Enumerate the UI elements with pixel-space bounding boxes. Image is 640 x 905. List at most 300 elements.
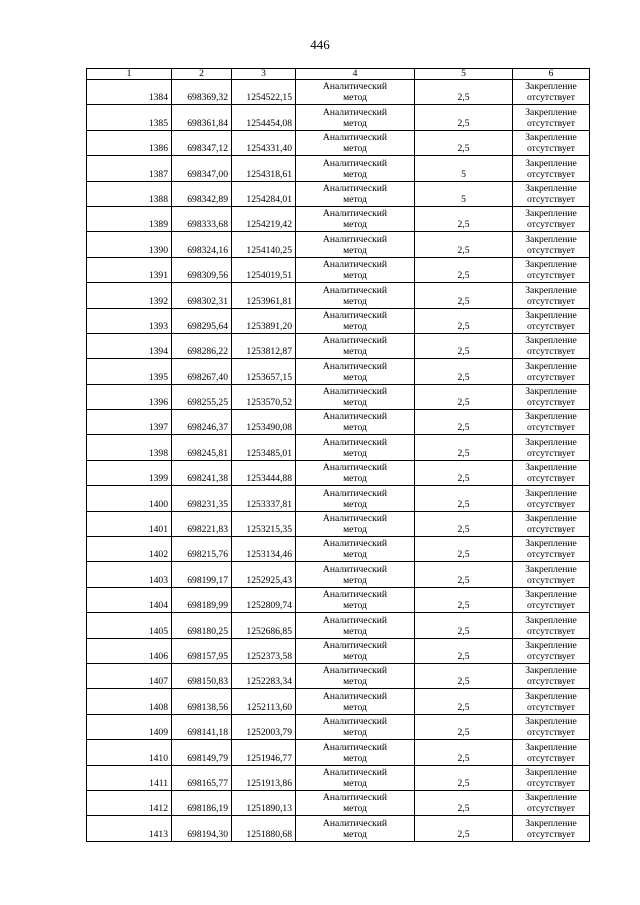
point-number-cell: 1391 (87, 257, 172, 282)
y-coordinate-cell: 1252003,79 (232, 714, 296, 739)
method-line-1: Аналитический (322, 766, 388, 778)
y-coordinate-cell: 1254454,08 (232, 105, 296, 130)
method-cell (296, 638, 415, 663)
x-coordinate-cell: 698369,32 (172, 80, 232, 105)
y-coordinate-cell: 1253337,81 (232, 486, 296, 511)
fixing-line-1: Закрепление (525, 309, 577, 321)
method-line-2: метод (343, 828, 367, 840)
fixing-line-2: отсутствует (527, 625, 575, 637)
fixing-line-1: Закрепление (525, 639, 577, 651)
fixing-line-2: отсутствует (527, 117, 575, 129)
fixing-line-2: отсутствует (527, 143, 575, 155)
table-row (87, 410, 590, 435)
x-coordinate-cell: 698245,81 (172, 435, 232, 460)
accuracy-cell: 2,5 (415, 638, 513, 663)
method-line-2: метод (343, 193, 367, 205)
column-header: 3 (232, 69, 296, 80)
fixing-cell (513, 283, 590, 308)
point-number-cell: 1396 (87, 384, 172, 409)
x-coordinate-cell: 698347,12 (172, 130, 232, 155)
method-line-1: Аналитический (322, 665, 388, 677)
fixing-line-1: Закрепление (525, 538, 577, 550)
table-row (87, 562, 590, 587)
x-coordinate-cell: 698267,40 (172, 359, 232, 384)
accuracy-cell: 2,5 (415, 333, 513, 358)
method-line-2: метод (343, 650, 367, 662)
x-coordinate-cell: 698180,25 (172, 613, 232, 638)
point-number-cell: 1387 (87, 156, 172, 181)
method-cell (296, 587, 415, 612)
method-line-1: Аналитический (322, 284, 388, 296)
method-cell (296, 816, 415, 841)
method-line-2: метод (343, 219, 367, 231)
method-line-1: Аналитический (322, 360, 388, 372)
fixing-cell (513, 460, 590, 485)
fixing-line-1: Закрепление (525, 411, 577, 423)
point-number-cell: 1409 (87, 714, 172, 739)
y-coordinate-cell: 1251946,77 (232, 740, 296, 765)
accuracy-cell: 2,5 (415, 359, 513, 384)
x-coordinate-cell: 698221,83 (172, 511, 232, 536)
point-number-cell: 1398 (87, 435, 172, 460)
point-number-cell: 1394 (87, 333, 172, 358)
fixing-line-2: отсутствует (527, 244, 575, 256)
x-coordinate-cell: 698361,84 (172, 105, 232, 130)
y-coordinate-cell: 1254140,25 (232, 232, 296, 257)
method-line-1: Аналитический (322, 335, 388, 347)
fixing-line-2: отсутствует (527, 676, 575, 688)
fixing-line-2: отсутствует (527, 828, 575, 840)
method-line-2: метод (343, 295, 367, 307)
method-line-1: Аналитический (322, 487, 388, 499)
x-coordinate-cell: 698246,37 (172, 410, 232, 435)
x-coordinate-cell: 698215,76 (172, 537, 232, 562)
method-line-2: метод (343, 447, 367, 459)
method-cell (296, 765, 415, 790)
table-row (87, 130, 590, 155)
point-number-cell: 1404 (87, 587, 172, 612)
point-number-cell: 1388 (87, 181, 172, 206)
method-cell (296, 435, 415, 460)
table-row (87, 181, 590, 206)
point-number-cell: 1386 (87, 130, 172, 155)
table-header-row (87, 69, 590, 80)
y-coordinate-cell: 1253485,01 (232, 435, 296, 460)
accuracy-cell: 2,5 (415, 790, 513, 815)
page-number: 446 (310, 37, 330, 52)
fixing-line-2: отсутствует (527, 422, 575, 434)
y-coordinate-cell: 1253812,87 (232, 333, 296, 358)
table-row (87, 359, 590, 384)
table-row (87, 587, 590, 612)
fixing-line-2: отсутствует (527, 168, 575, 180)
method-line-2: метод (343, 270, 367, 282)
table-row (87, 333, 590, 358)
column-header: 1 (87, 69, 172, 80)
y-coordinate-cell: 1254019,51 (232, 257, 296, 282)
point-number-cell: 1389 (87, 206, 172, 231)
point-number-cell: 1412 (87, 790, 172, 815)
point-number-cell: 1413 (87, 816, 172, 841)
point-number-cell: 1411 (87, 765, 172, 790)
point-number-cell: 1385 (87, 105, 172, 130)
accuracy-cell: 2,5 (415, 613, 513, 638)
method-line-1: Аналитический (322, 614, 388, 626)
table-row (87, 511, 590, 536)
table-row (87, 308, 590, 333)
fixing-cell (513, 638, 590, 663)
accuracy-cell: 2,5 (415, 765, 513, 790)
table-row (87, 740, 590, 765)
table-row (87, 105, 590, 130)
fixing-line-2: отсутствует (527, 524, 575, 536)
fixing-line-2: отсутствует (527, 727, 575, 739)
method-line-2: метод (343, 397, 367, 409)
column-header: 5 (415, 69, 513, 80)
method-line-1: Аналитический (322, 817, 388, 829)
fixing-cell (513, 740, 590, 765)
fixing-cell (513, 105, 590, 130)
table-row (87, 689, 590, 714)
accuracy-cell: 2,5 (415, 130, 513, 155)
method-line-1: Аналитический (322, 132, 388, 144)
x-coordinate-cell: 698231,35 (172, 486, 232, 511)
fixing-line-2: отсутствует (527, 498, 575, 510)
table-row (87, 257, 590, 282)
fixing-cell (513, 308, 590, 333)
method-line-1: Аналитический (322, 411, 388, 423)
fixing-line-2: отсутствует (527, 574, 575, 586)
coordinates-table (86, 68, 590, 842)
fixing-cell (513, 206, 590, 231)
fixing-line-2: отсутствует (527, 270, 575, 282)
fixing-cell (513, 816, 590, 841)
accuracy-cell: 2,5 (415, 689, 513, 714)
y-coordinate-cell: 1253891,20 (232, 308, 296, 333)
x-coordinate-cell: 698157,95 (172, 638, 232, 663)
table-row (87, 638, 590, 663)
method-cell (296, 613, 415, 638)
fixing-cell (513, 613, 590, 638)
y-coordinate-cell: 1252686,85 (232, 613, 296, 638)
method-cell (296, 511, 415, 536)
method-line-1: Аналитический (322, 259, 388, 271)
y-coordinate-cell: 1253134,46 (232, 537, 296, 562)
method-line-2: метод (343, 498, 367, 510)
fixing-line-1: Закрепление (525, 716, 577, 728)
fixing-cell (513, 232, 590, 257)
accuracy-cell: 2,5 (415, 663, 513, 688)
method-line-2: метод (343, 549, 367, 561)
method-cell (296, 359, 415, 384)
fixing-cell (513, 435, 590, 460)
x-coordinate-cell: 698241,38 (172, 460, 232, 485)
method-cell (296, 410, 415, 435)
method-cell (296, 384, 415, 409)
table-row (87, 232, 590, 257)
fixing-line-2: отсутствует (527, 473, 575, 485)
method-line-1: Аналитический (322, 538, 388, 550)
fixing-cell (513, 156, 590, 181)
method-line-1: Аналитический (322, 639, 388, 651)
method-cell (296, 206, 415, 231)
point-number-cell: 1397 (87, 410, 172, 435)
table-body (87, 80, 590, 842)
column-header: 6 (513, 69, 590, 80)
table-row (87, 206, 590, 231)
x-coordinate-cell: 698302,31 (172, 283, 232, 308)
fixing-line-2: отсутствует (527, 193, 575, 205)
y-coordinate-cell: 1252373,58 (232, 638, 296, 663)
accuracy-cell: 2,5 (415, 740, 513, 765)
table-row (87, 80, 590, 105)
method-line-2: метод (343, 168, 367, 180)
fixing-line-1: Закрепление (525, 766, 577, 778)
fixing-cell (513, 359, 590, 384)
accuracy-cell: 5 (415, 181, 513, 206)
point-number-cell: 1399 (87, 460, 172, 485)
x-coordinate-cell: 698150,83 (172, 663, 232, 688)
fixing-cell (513, 410, 590, 435)
fixing-line-1: Закрепление (525, 589, 577, 601)
fixing-cell (513, 790, 590, 815)
method-cell (296, 460, 415, 485)
y-coordinate-cell: 1253657,15 (232, 359, 296, 384)
fixing-line-1: Закрепление (525, 182, 577, 194)
fixing-line-2: отсутствует (527, 295, 575, 307)
y-coordinate-cell: 1253215,35 (232, 511, 296, 536)
x-coordinate-cell: 698255,25 (172, 384, 232, 409)
fixing-cell (513, 333, 590, 358)
point-number-cell: 1402 (87, 537, 172, 562)
y-coordinate-cell: 1253961,81 (232, 283, 296, 308)
method-line-1: Аналитический (322, 513, 388, 525)
fixing-cell (513, 562, 590, 587)
method-line-1: Аналитический (322, 106, 388, 118)
table-row (87, 714, 590, 739)
fixing-line-1: Закрепление (525, 284, 577, 296)
table-row (87, 283, 590, 308)
fixing-cell (513, 537, 590, 562)
x-coordinate-cell: 698324,16 (172, 232, 232, 257)
fixing-cell (513, 384, 590, 409)
table-row (87, 816, 590, 841)
point-number-cell: 1410 (87, 740, 172, 765)
fixing-line-1: Закрепление (525, 386, 577, 398)
fixing-cell (513, 765, 590, 790)
table-row (87, 663, 590, 688)
point-number-cell: 1401 (87, 511, 172, 536)
method-line-2: метод (343, 92, 367, 104)
point-number-cell: 1405 (87, 613, 172, 638)
accuracy-cell: 2,5 (415, 206, 513, 231)
y-coordinate-cell: 1251880,68 (232, 816, 296, 841)
x-coordinate-cell: 698186,19 (172, 790, 232, 815)
fixing-line-1: Закрепление (525, 563, 577, 575)
fixing-line-1: Закрепление (525, 487, 577, 499)
point-number-cell: 1400 (87, 486, 172, 511)
fixing-line-1: Закрепление (525, 81, 577, 93)
fixing-line-1: Закрепление (525, 132, 577, 144)
accuracy-cell: 2,5 (415, 410, 513, 435)
point-number-cell: 1393 (87, 308, 172, 333)
table-row (87, 765, 590, 790)
column-header: 2 (172, 69, 232, 80)
method-line-2: метод (343, 727, 367, 739)
accuracy-cell: 2,5 (415, 486, 513, 511)
fixing-line-2: отсутствует (527, 346, 575, 358)
y-coordinate-cell: 1253444,88 (232, 460, 296, 485)
method-cell (296, 790, 415, 815)
x-coordinate-cell: 698138,56 (172, 689, 232, 714)
accuracy-cell: 2,5 (415, 384, 513, 409)
fixing-line-2: отсутствует (527, 803, 575, 815)
method-line-2: метод (343, 600, 367, 612)
method-line-1: Аналитический (322, 563, 388, 575)
accuracy-cell: 2,5 (415, 435, 513, 460)
method-line-1: Аналитический (322, 436, 388, 448)
fixing-line-1: Закрепление (525, 360, 577, 372)
fixing-line-1: Закрепление (525, 259, 577, 271)
method-cell (296, 257, 415, 282)
method-cell (296, 714, 415, 739)
method-line-1: Аналитический (322, 690, 388, 702)
point-number-cell: 1392 (87, 283, 172, 308)
fixing-line-2: отсутствует (527, 92, 575, 104)
method-cell (296, 80, 415, 105)
fixing-line-2: отсутствует (527, 752, 575, 764)
accuracy-cell: 2,5 (415, 80, 513, 105)
y-coordinate-cell: 1252809,74 (232, 587, 296, 612)
method-line-2: метод (343, 422, 367, 434)
method-line-1: Аналитический (322, 208, 388, 220)
accuracy-cell: 2,5 (415, 714, 513, 739)
method-line-1: Аналитический (322, 462, 388, 474)
point-number-cell: 1407 (87, 663, 172, 688)
method-line-2: метод (343, 346, 367, 358)
y-coordinate-cell: 1251890,13 (232, 790, 296, 815)
x-coordinate-cell: 698286,22 (172, 333, 232, 358)
method-line-2: метод (343, 117, 367, 129)
fixing-cell (513, 689, 590, 714)
point-number-cell: 1390 (87, 232, 172, 257)
accuracy-cell: 2,5 (415, 283, 513, 308)
method-line-1: Аналитический (322, 589, 388, 601)
method-cell (296, 105, 415, 130)
accuracy-cell: 2,5 (415, 105, 513, 130)
fixing-line-1: Закрепление (525, 513, 577, 525)
method-cell (296, 232, 415, 257)
y-coordinate-cell: 1252113,60 (232, 689, 296, 714)
y-coordinate-cell: 1253570,52 (232, 384, 296, 409)
y-coordinate-cell: 1252925,43 (232, 562, 296, 587)
fixing-line-1: Закрепление (525, 208, 577, 220)
table-row (87, 435, 590, 460)
column-header: 4 (296, 69, 415, 80)
method-cell (296, 181, 415, 206)
accuracy-cell: 2,5 (415, 816, 513, 841)
method-line-2: метод (343, 777, 367, 789)
fixing-line-2: отсутствует (527, 549, 575, 561)
point-number-cell: 1395 (87, 359, 172, 384)
fixing-cell (513, 486, 590, 511)
fixing-line-2: отсутствует (527, 600, 575, 612)
method-cell (296, 740, 415, 765)
accuracy-cell: 2,5 (415, 511, 513, 536)
method-cell (296, 689, 415, 714)
x-coordinate-cell: 698194,30 (172, 816, 232, 841)
y-coordinate-cell: 1251913,86 (232, 765, 296, 790)
accuracy-cell: 2,5 (415, 562, 513, 587)
table-row (87, 156, 590, 181)
y-coordinate-cell: 1254318,61 (232, 156, 296, 181)
x-coordinate-cell: 698347,00 (172, 156, 232, 181)
table-row (87, 384, 590, 409)
method-cell (296, 130, 415, 155)
point-number-cell: 1403 (87, 562, 172, 587)
method-line-1: Аналитический (322, 309, 388, 321)
y-coordinate-cell: 1252283,34 (232, 663, 296, 688)
fixing-line-2: отсутствует (527, 397, 575, 409)
method-line-2: метод (343, 752, 367, 764)
method-cell (296, 283, 415, 308)
method-cell (296, 308, 415, 333)
x-coordinate-cell: 698333,68 (172, 206, 232, 231)
fixing-line-1: Закрепление (525, 436, 577, 448)
fixing-line-2: отсутствует (527, 219, 575, 231)
method-line-1: Аналитический (322, 716, 388, 728)
y-coordinate-cell: 1254522,15 (232, 80, 296, 105)
table-row (87, 486, 590, 511)
fixing-cell (513, 714, 590, 739)
fixing-cell (513, 80, 590, 105)
fixing-cell (513, 257, 590, 282)
accuracy-cell: 2,5 (415, 308, 513, 333)
method-line-2: метод (343, 371, 367, 383)
point-number-cell: 1384 (87, 80, 172, 105)
fixing-line-1: Закрепление (525, 233, 577, 245)
fixing-line-2: отсутствует (527, 447, 575, 459)
method-line-2: метод (343, 701, 367, 713)
accuracy-cell: 2,5 (415, 232, 513, 257)
fixing-line-1: Закрепление (525, 335, 577, 347)
accuracy-cell: 2,5 (415, 537, 513, 562)
fixing-line-2: отсутствует (527, 701, 575, 713)
table-row (87, 613, 590, 638)
method-line-2: метод (343, 524, 367, 536)
method-line-1: Аналитический (322, 157, 388, 169)
table-row (87, 790, 590, 815)
method-line-1: Аналитический (322, 233, 388, 245)
accuracy-cell: 2,5 (415, 587, 513, 612)
accuracy-cell: 2,5 (415, 257, 513, 282)
x-coordinate-cell: 698342,89 (172, 181, 232, 206)
method-cell (296, 562, 415, 587)
y-coordinate-cell: 1254219,42 (232, 206, 296, 231)
point-number-cell: 1408 (87, 689, 172, 714)
method-cell (296, 486, 415, 511)
fixing-line-1: Закрепление (525, 741, 577, 753)
method-line-1: Аналитический (322, 792, 388, 804)
table-row (87, 537, 590, 562)
method-line-1: Аналитический (322, 182, 388, 194)
accuracy-cell: 2,5 (415, 460, 513, 485)
method-cell (296, 537, 415, 562)
method-cell (296, 156, 415, 181)
fixing-line-1: Закрепление (525, 462, 577, 474)
method-line-1: Аналитический (322, 741, 388, 753)
method-line-2: метод (343, 244, 367, 256)
